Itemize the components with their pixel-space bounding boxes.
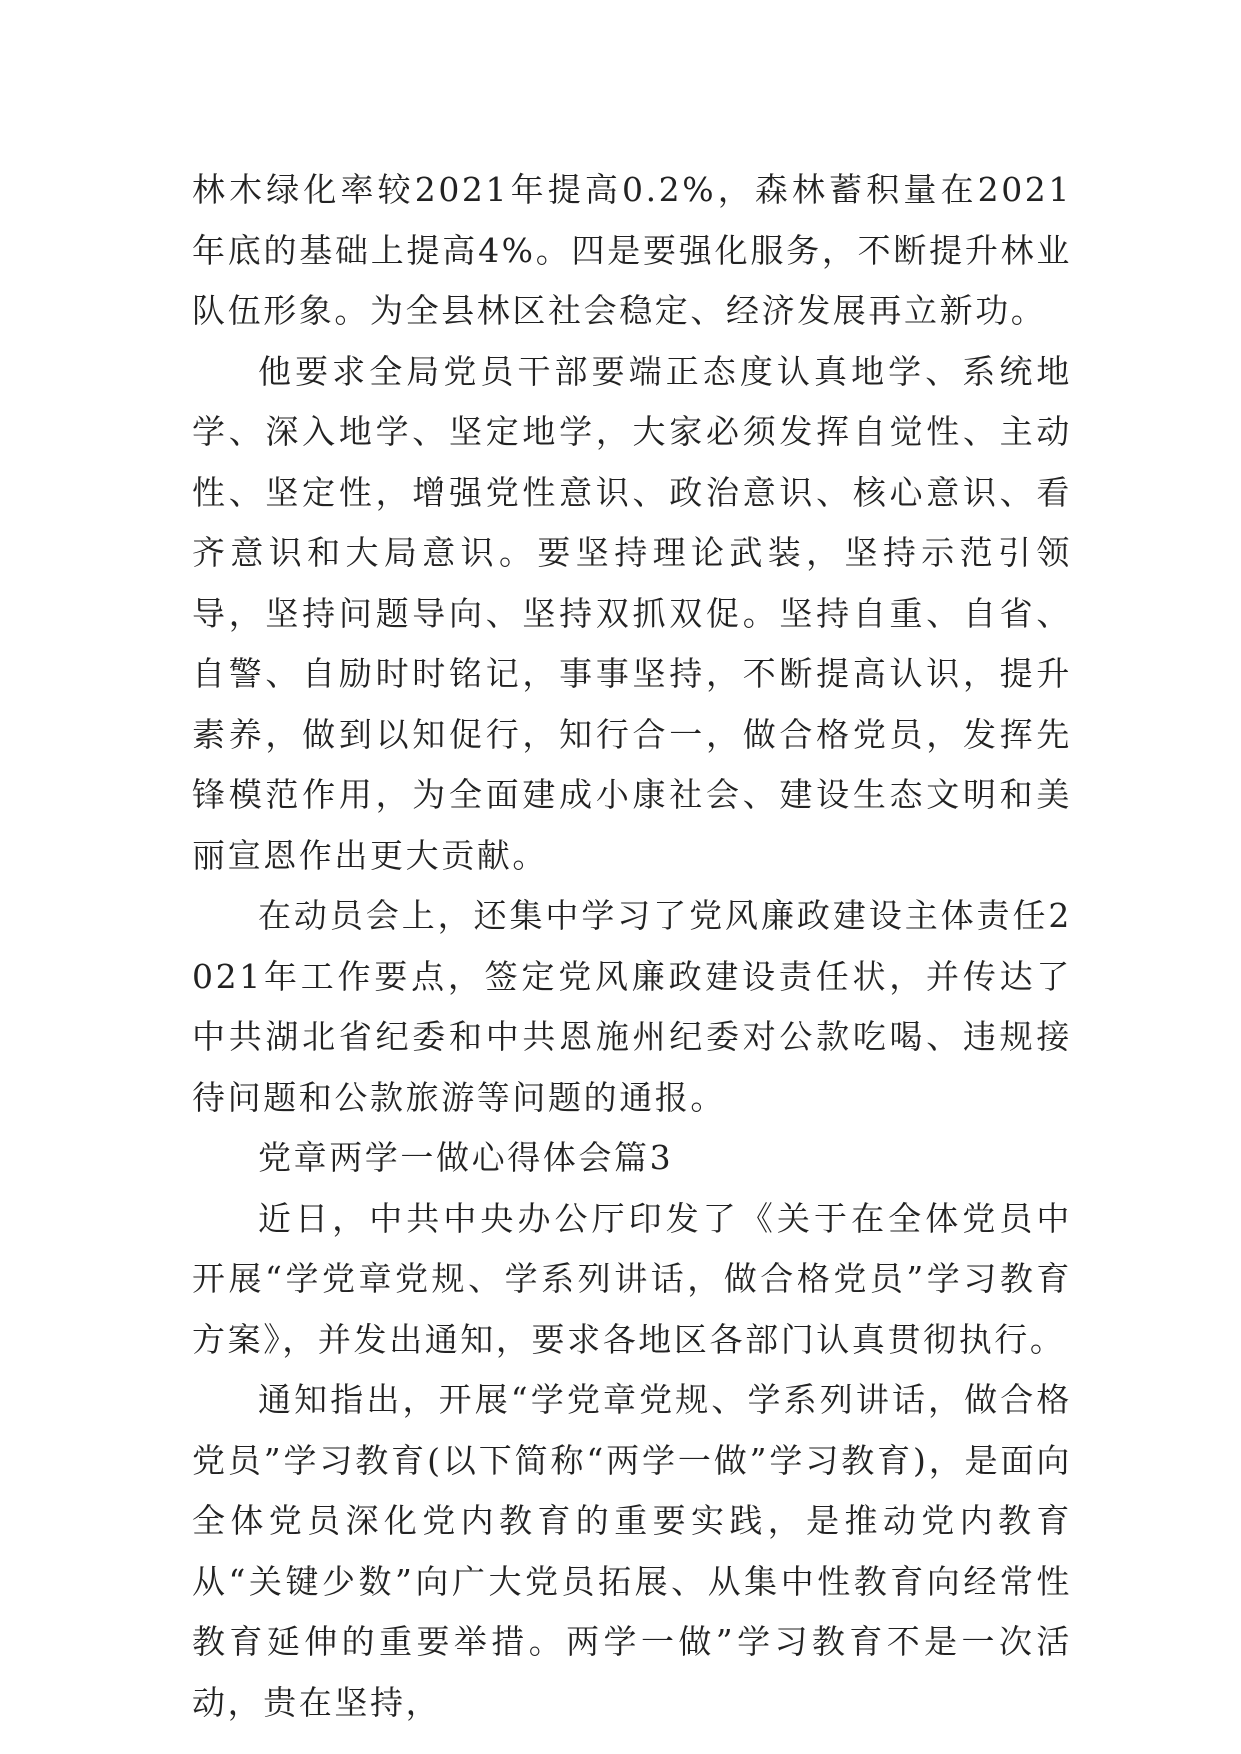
paragraph-notice-issued: 近日，中共中央办公厅印发了《关于在全体党员中开展“学党章党规、学系列讲话，做合格党员”学习教育方案》，并发出通知，要求各地区各部门认真贯彻执行。 (192, 1198, 1072, 1359)
paragraph-notice-points: 通知指出，开展“学党章党规、学系列讲话，做合格党员”学习教育(以下简称“两学一做”学习教育)，是面向全体党员深化党内教育的重要实践，是推动党内教育从“关键少数”向广大党员拓展、从集中性教育向经常性教育延伸的重要举措。两学一做”学习教育不是一次活动，贵在坚持， (192, 1380, 1072, 1722)
document-body (192, 160, 1072, 1733)
paragraph-continuation: 林木绿化率较2021年提高0.2%，森林蓄积量在2021年底的基础上提高4%。四是要强化服务，不断提升林业队伍形象。为全县林区社会稳定、经济发展再立新功。 (192, 170, 1072, 330)
paragraph-mobilization-meeting: 在动员会上，还集中学习了党风廉政建设主体责任2021年工作要点，签定党风廉政建设责任状，并传达了中共湖北省纪委和中共恩施州纪委对公款吃喝、违规接待问题和公款旅游等问题的通报。 (192, 896, 1072, 1117)
paragraph-requirements: 他要求全局党员干部要端正态度认真地学、系统地学、深入地学、坚定地学，大家必须发挥自觉性、主动性、坚定性，增强党性意识、政治意识、核心意识、看齐意识和大局意识。要坚持理论武装，坚持示范引领导，坚持问题导向、坚持双抓双促。坚持自重、自省、自警、自励时时铭记，事事坚持，不断提高认识，提升素养，做到以知促行，知行合一，做合格党员，发挥先锋模范作用，为全面建成小康社会、建设生态文明和美丽宣恩作出更大贡献。 (192, 351, 1072, 875)
section-heading: 党章两学一做心得体会篇3 (258, 1138, 674, 1177)
